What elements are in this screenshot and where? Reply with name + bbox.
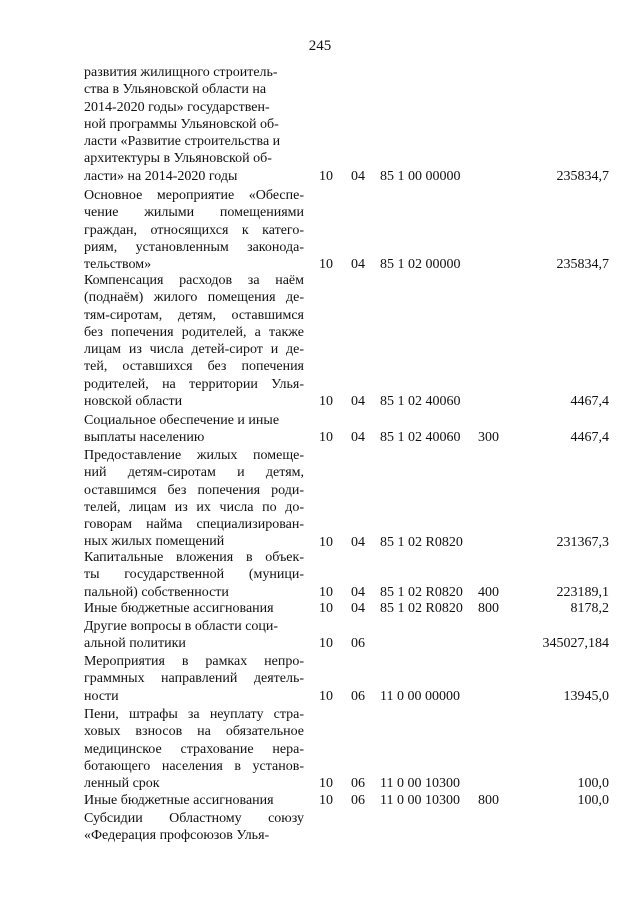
subsection-code: 06 — [351, 688, 365, 704]
amount: 4467,4 — [570, 394, 609, 410]
description-line: ства в Ульяновской области на — [84, 82, 267, 98]
description-line: граждан, относящихся к катего- — [84, 222, 304, 238]
section-code: 10 — [319, 793, 333, 808]
amount: 8178,2 — [570, 601, 609, 616]
section-code: 10 — [319, 394, 333, 410]
expense-type-code: 800 — [478, 601, 499, 616]
description-line: Мероприятия в рамках непро- — [84, 654, 304, 669]
section-code: 10 — [319, 584, 333, 600]
description-line: новской области — [84, 394, 183, 410]
amount: 100,0 — [577, 776, 609, 792]
row-description — [84, 706, 304, 792]
amount: 13945,0 — [563, 688, 609, 704]
amount: 223189,1 — [556, 584, 609, 600]
target-article-code: 85 1 02 R0820 — [380, 601, 463, 616]
section-code: 10 — [319, 601, 333, 616]
subsection-code: 04 — [351, 584, 365, 600]
row-description — [84, 187, 304, 273]
description-line: Капитальные вложения в объек- — [84, 550, 304, 565]
description-line: говорам найма специализирован- — [84, 517, 304, 533]
target-article-code: 85 1 02 40060 — [380, 394, 461, 410]
amount: 4467,4 — [570, 430, 609, 446]
description-line: Иные бюджетные ассигнования — [84, 601, 274, 616]
subsection-code: 06 — [351, 776, 365, 792]
description-line: Социальное обеспечение и иные — [84, 413, 280, 428]
description-line: тям-сиротам, детям, оставшимся — [84, 307, 304, 323]
description-line: лицам из числа детей-сирот и де- — [84, 342, 304, 358]
row-description — [84, 618, 304, 653]
description-line: родителей, на территории Улья- — [84, 376, 304, 392]
section-code: 10 — [319, 688, 333, 704]
row-description — [84, 272, 304, 410]
description-line: ности — [84, 688, 119, 704]
amount: 235834,7 — [556, 257, 609, 273]
target-article-code: 85 1 02 00000 — [380, 257, 461, 273]
description-line: Основное мероприятие «Обеспе- — [84, 188, 304, 203]
target-article-code: 11 0 00 00000 — [380, 688, 460, 704]
description-line: риям, установленным законода- — [84, 239, 304, 255]
subsection-code: 04 — [351, 168, 365, 184]
section-code: 10 — [319, 534, 333, 550]
subsection-code: 04 — [351, 534, 365, 550]
row-description — [84, 653, 304, 705]
description-line: пальной) собственности — [84, 584, 229, 600]
description-line: ласти» на 2014-2020 годы — [84, 168, 238, 184]
description-line: альной политики — [84, 636, 186, 652]
subsection-code: 06 — [351, 636, 365, 652]
description-line: Другие вопросы в области соци- — [84, 619, 279, 634]
target-article-code: 85 1 02 R0820 — [380, 534, 463, 550]
description-line: выплаты населению — [84, 430, 205, 446]
description-line: (поднаём) жилого помещения де- — [84, 290, 304, 306]
description-line: ховых взносов на обязательное — [84, 724, 304, 740]
description-line: 2014-2020 годы» государствен- — [84, 99, 270, 115]
amount: 100,0 — [577, 793, 609, 808]
page-number: 245 — [308, 38, 332, 54]
target-article-code: 85 1 00 00000 — [380, 168, 461, 184]
expense-type-code: 800 — [478, 793, 499, 808]
description-line: Компенсация расходов за наём — [84, 273, 304, 288]
description-line: без попечения родителей, а также — [84, 324, 304, 340]
amount: 235834,7 — [556, 168, 609, 184]
description-line: ленный срок — [84, 776, 160, 792]
description-line: тей, оставшихся без попечения — [84, 359, 304, 375]
description-line: телей, лицам из их числа по до- — [84, 499, 304, 515]
row-description — [84, 64, 304, 185]
target-article-code: 85 1 02 R0820 — [380, 584, 463, 600]
row-description — [84, 412, 304, 447]
description-line: ных жилых помещений — [84, 534, 225, 550]
subsection-code: 06 — [351, 793, 365, 808]
description-line: Иные бюджетные ассигнования — [84, 793, 274, 808]
description-line: тельством» — [84, 257, 152, 273]
description-line: ботающего населения в установ- — [84, 758, 304, 774]
subsection-code: 04 — [351, 257, 365, 273]
description-line: «Федерация профсоюзов Улья- — [84, 828, 270, 844]
target-article-code: 11 0 00 10300 — [380, 793, 460, 808]
amount: 231367,3 — [556, 534, 609, 550]
description-line: ной программы Ульяновской об- — [84, 116, 279, 132]
description-line: развития жилищного строитель- — [84, 65, 278, 80]
subsection-code: 04 — [351, 430, 365, 446]
row-description — [84, 810, 304, 845]
description-line: ласти «Развитие строительства и — [84, 134, 281, 150]
subsection-code: 04 — [351, 601, 365, 616]
description-line: Субсидии Областному союзу — [84, 811, 304, 826]
description-line: Пени, штрафы за неуплату стра- — [84, 707, 304, 722]
section-code: 10 — [319, 168, 333, 184]
row-description — [84, 792, 304, 809]
section-code: 10 — [319, 636, 333, 652]
section-code: 10 — [319, 257, 333, 273]
description-line: оставшимся без попечения роди- — [84, 482, 304, 498]
expense-type-code: 400 — [478, 584, 499, 600]
description-line: граммных направлений деятель- — [84, 671, 304, 687]
target-article-code: 11 0 00 10300 — [380, 776, 460, 792]
subsection-code: 04 — [351, 394, 365, 410]
section-code: 10 — [319, 776, 333, 792]
description-line: чение жилыми помещениями — [84, 205, 304, 221]
amount: 345027,184 — [542, 636, 609, 652]
description-line: ты государственной (муници- — [84, 567, 304, 583]
description-line: ний детям-сиротам и детям, — [84, 465, 304, 481]
row-description — [84, 549, 304, 601]
expense-type-code: 300 — [478, 430, 499, 446]
row-description — [84, 600, 304, 617]
row-description — [84, 447, 304, 551]
description-line: архитектуры в Ульяновской об- — [84, 151, 272, 167]
description-line: медицинское страхование нера- — [84, 741, 304, 757]
description-line: Предоставление жилых помеще- — [84, 448, 304, 463]
section-code: 10 — [319, 430, 333, 446]
target-article-code: 85 1 02 40060 — [380, 430, 461, 446]
